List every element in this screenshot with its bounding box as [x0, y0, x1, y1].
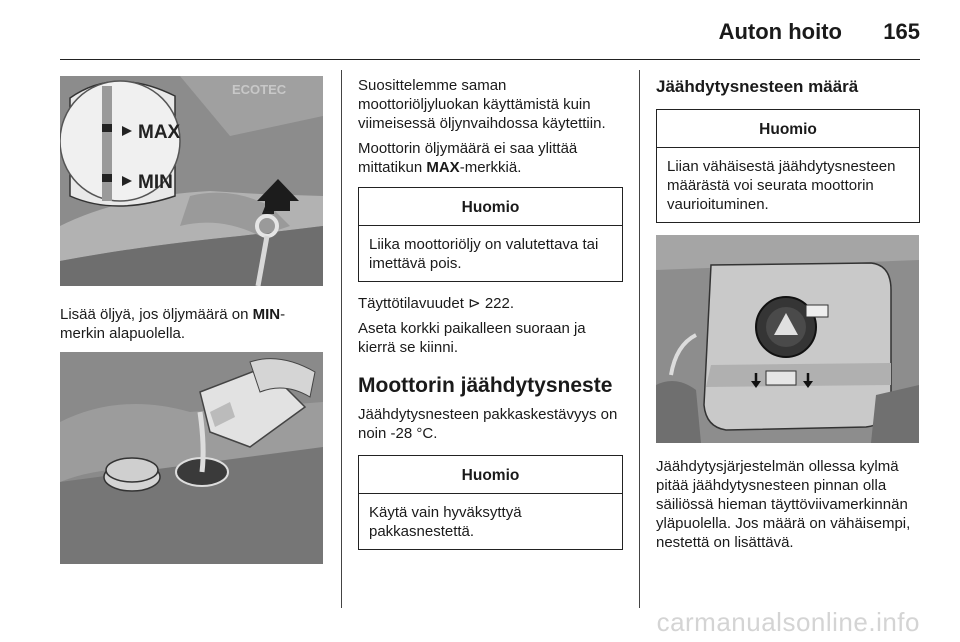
- cap-instruction-text: Aseta korkki paikalleen suoraan ja kierrä se kiinni.: [358, 320, 586, 356]
- column-divider-1: [341, 70, 342, 608]
- cross-reference-icon: ⊳: [468, 295, 481, 312]
- reference-page-link[interactable]: 222.: [484, 295, 515, 312]
- left-column: [60, 76, 323, 564]
- max-label: MAX: [138, 122, 181, 143]
- max-bold: MAX: [426, 159, 460, 176]
- notice-box-coolant: [358, 455, 623, 550]
- middle-column: [358, 76, 623, 550]
- page-number: 165: [883, 19, 920, 44]
- coolant-level-text: Jäähdytysjärjestelmän ollessa kylmä pitää jäähdytysnesteen pinnan olla säiliössä hieman täyttöviivamerkinnän yläpuolella. Jos määrä on vähäisempi, nestettä on lisättävä.: [656, 458, 911, 551]
- dipstick-illustration: [60, 76, 323, 286]
- coolant-level-heading: Jäähdytysnesteen määrä: [656, 77, 859, 96]
- right-column: [656, 76, 920, 558]
- min-label: MIN: [138, 172, 173, 193]
- coolant-section-title: Moottorin jäähdytysneste: [358, 374, 613, 397]
- min-bold: MIN: [252, 306, 281, 323]
- add-oil-paragraph: Lisää öljyä, jos öljymäärä on MIN-merkin alapuolella.: [60, 306, 286, 342]
- dipstick-svg: [60, 76, 323, 286]
- coolant-reservoir-illustration: [656, 235, 919, 443]
- section-header-title: Auton hoito: [718, 19, 842, 44]
- column-divider-2: [639, 70, 640, 608]
- notice-body: Liika moottoriöljy on valutettava tai imettävä pois.: [369, 236, 599, 272]
- notice-title: Huomio: [359, 188, 622, 226]
- page-header: [60, 18, 920, 60]
- antifreeze-text: Jäähdytysnesteen pakkaskestävyys on noin -28 °C.: [358, 406, 618, 442]
- engine-cover-text: ECOTEC: [232, 82, 287, 97]
- notice-body: Liian vähäisestä jäähdytysnesteen määrästä voi seurata moottorin vaurioituminen.: [667, 158, 896, 213]
- oil-recommendation-text: Suosittelemme saman moottoriöljyluokan käyttämistä kuin viimeisessä öljynvaihdossa käytettiin.: [358, 77, 606, 132]
- oil-max-text: Moottorin öljymäärä ei saa ylittää mittatikun MAX-merkkiä.: [358, 140, 578, 176]
- oil-pouring-illustration: [60, 352, 323, 564]
- notice-title: Huomio: [657, 110, 919, 148]
- notice-box-oil: [358, 187, 623, 282]
- capacities-reference: Täyttötilavuudet ⊳ 222.: [358, 295, 515, 312]
- notice-title: Huomio: [359, 456, 622, 494]
- reservoir-svg: [656, 235, 919, 443]
- notice-body: Käytä vain hyväksyttyä pakkasnestettä.: [369, 504, 522, 540]
- oil-pouring-svg: [60, 352, 323, 564]
- watermark: carmanualsonline.info: [656, 607, 920, 637]
- notice-box-coolant-level: [656, 109, 920, 223]
